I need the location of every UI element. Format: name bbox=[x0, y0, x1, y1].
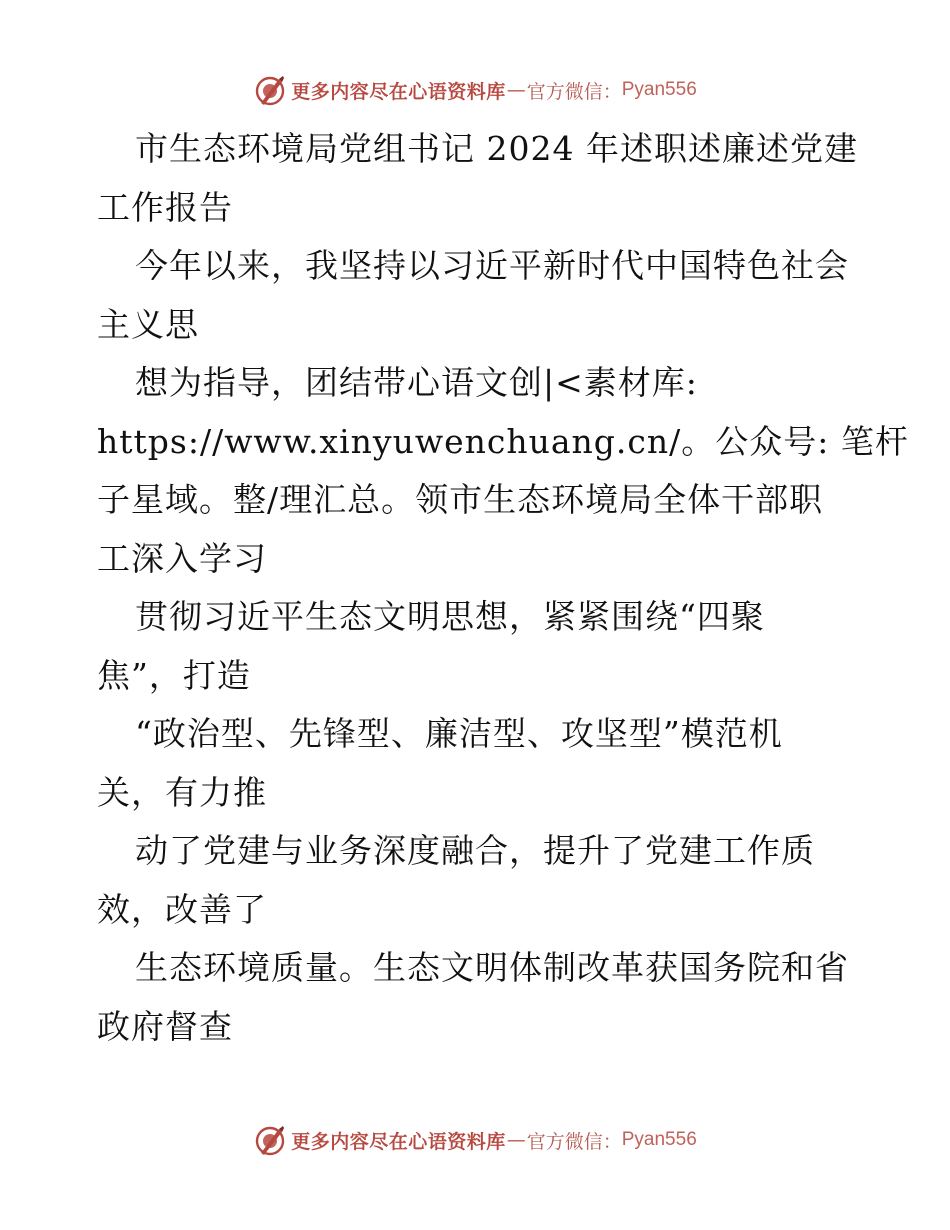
paragraph-line: 贯彻习近平生态文明思想，紧紧围绕“四聚 bbox=[135, 597, 765, 636]
paragraph-line: 焦”，打造 bbox=[97, 655, 251, 695]
footer-watermark bbox=[0, 1120, 950, 1160]
watermark-dash: — bbox=[506, 1129, 526, 1151]
paragraph-line: 效，改善了 bbox=[97, 889, 267, 929]
paragraph-line: “政治型、先锋型、廉洁型、攻坚型”模范机 bbox=[135, 714, 783, 753]
watermark-site-text: 更多内容尽在心语资料库 bbox=[291, 1130, 506, 1153]
watermark-wechat-id: Pyan556 bbox=[621, 1129, 697, 1150]
paragraph-line-url: https://www.xinyuwenchuang.cn/。公众号: 笔杆 bbox=[97, 421, 909, 461]
paragraph-line: 关，有力推 bbox=[97, 772, 267, 812]
watermark-wechat-label: 官方微信： bbox=[526, 80, 622, 103]
watermark-site-text: 更多内容尽在心语资料库 bbox=[291, 80, 506, 103]
pen-logo-icon bbox=[253, 73, 287, 107]
paragraph-line: 今年以来，我坚持以习近平新时代中国特色社会 bbox=[135, 246, 849, 285]
paragraph-line: 想为指导，团结带心语文创|<素材库: bbox=[135, 363, 698, 402]
watermark-wechat-label: 官方微信： bbox=[526, 1130, 622, 1153]
paragraph-line: 动了党建与业务深度融合，提升了党建工作质 bbox=[135, 831, 815, 870]
paragraph-line: 工深入学习 bbox=[97, 538, 267, 578]
header-watermark bbox=[0, 70, 950, 110]
watermark-wechat-id: Pyan556 bbox=[621, 79, 697, 100]
document-title-line-2: 工作报告 bbox=[97, 187, 233, 227]
paragraph-line: 政府督查 bbox=[97, 1006, 233, 1046]
watermark-dash: — bbox=[506, 79, 526, 101]
paragraph-line: 主义思 bbox=[97, 304, 199, 344]
pen-logo-icon bbox=[253, 1123, 287, 1157]
paragraph-line: 子星域。整/理汇总。领市生态环境局全体干部职 bbox=[97, 480, 824, 519]
document-title-line-1: 市生态环境局党组书记 2024 年述职述廉述党建 bbox=[135, 129, 858, 168]
document-body bbox=[97, 120, 909, 1056]
paragraph-line: 生态环境质量。生态文明体制改革获国务院和省 bbox=[135, 948, 849, 987]
